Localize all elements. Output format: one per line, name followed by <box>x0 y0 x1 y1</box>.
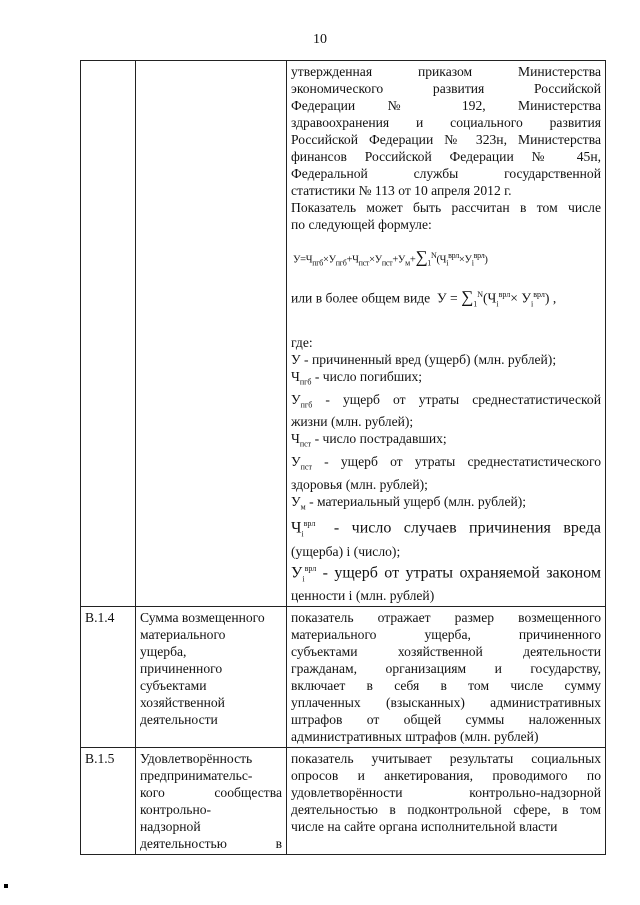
name-line: хозяйственной <box>140 695 225 711</box>
definition-line: $У_м$ - материальный ущерб (млн. рублей); <box>291 493 527 512</box>
description-line: статистики № 113 от 10 апреля 2012 г. <box>291 183 512 198</box>
table-row <box>81 607 606 748</box>
definition-line: $Ч_{пст}$ - число пострадавших; <box>291 431 447 449</box>
description-line: Федерации № 192, Министерства <box>291 98 601 113</box>
name-line: кого сообщества <box>140 785 282 801</box>
definition-line: У - причиненный вред (ущерб) (млн. рублей); <box>291 351 557 367</box>
code-cell <box>81 61 136 607</box>
definition-line: $Ч_i^{врл}$ - число случаев причинения вреда <box>291 519 601 539</box>
description-line: включает в себя в том числе сумму <box>291 678 601 694</box>
name-cell <box>136 61 287 607</box>
definition-line: жизни (млн. рублей); <box>291 414 414 430</box>
definition-line: $У_i^{врл}$ - ущерб от утраты охраняемой законом <box>291 563 601 584</box>
description-line: гражданам, организациям и государству, <box>291 661 601 677</box>
description-cell <box>287 61 606 607</box>
name-line: надзорной <box>140 819 201 835</box>
name-line: Удовлетворённость <box>140 751 253 767</box>
description-line: опросов и анкетирования, проводимого по <box>291 768 601 784</box>
code-cell: В.1.4 <box>81 607 136 748</box>
description-line: экономического развития Российской <box>291 81 601 96</box>
definition-line: $У_{пст}$ - ущерб от утраты среднестатистического <box>291 454 601 472</box>
name-cell <box>136 607 287 748</box>
description-line: удовлетворённости контрольно-надзорной <box>291 785 601 801</box>
name-line: деятельностью в <box>140 836 282 852</box>
description-line: Федеральной службы государственной <box>291 166 601 181</box>
name-line: предпринимательс- <box>140 768 253 784</box>
where-label: где: <box>291 334 313 350</box>
name-line: субъектами <box>140 678 207 694</box>
name-line: Сумма возмещенного <box>140 610 265 626</box>
name-cell <box>136 748 287 855</box>
scan-mark <box>4 884 8 888</box>
page-number: 10 <box>313 32 327 47</box>
description-line: штрафов от общей суммы наложенных <box>291 712 601 728</box>
description-cell <box>287 607 606 748</box>
description-line: здравоохранения и социального развития <box>291 115 601 130</box>
description-line: материального ущерба, причиненного <box>291 627 601 643</box>
definition-line: $У_{пгб}$ - ущерб от утраты среднестатистической <box>291 391 601 410</box>
description-line: субъектами хозяйственной деятельности <box>291 644 601 660</box>
name-line: причиненного <box>140 661 223 677</box>
definition-line: ценности i (млн. рублей) <box>291 588 435 604</box>
table-row <box>81 748 606 855</box>
description-line: утвержденная приказом Министерства <box>291 64 601 79</box>
description-line: уплаченных (взысканных) административных <box>291 695 601 711</box>
name-line: ущерба, <box>140 644 187 660</box>
formula-general: или в более общем виде $У = \sum_1^N(Ч_i^{врл}\times У_i^{врл})$ , <box>291 287 557 308</box>
code-cell: В.1.5 <box>81 748 136 855</box>
name-line: материального <box>140 627 226 643</box>
definition-line: здоровья (млн. рублей); <box>291 476 428 492</box>
formula-detailed: $У=Ч_{пгб}\times У_{пгб}+Ч_{пст}\times У_{пст}+У_м+\sum_1^N(Ч_i^{врл}\times У_i^{врл})$ <box>293 247 488 268</box>
description-line: административных штрафов (млн. рублей) <box>291 729 539 745</box>
description-cell <box>287 748 606 855</box>
name-line: деятельности <box>140 712 218 728</box>
description-line: числе на сайте органа исполнительной власти <box>291 819 558 835</box>
indicators-table <box>80 60 606 855</box>
description-line: Российской Федерации № 323н, Министерства <box>291 132 601 147</box>
description-line: показатель отражает размер возмещенного <box>291 610 601 626</box>
definition-line: $Ч_{пгб}$ - число погибших; <box>291 368 423 387</box>
table-row <box>81 61 606 607</box>
description-line: финансов Российской Федерации № 45н, <box>291 149 601 164</box>
definition-line: (ущерба) i (число); <box>291 543 401 559</box>
formula-intro-line: по следующей формуле: <box>291 217 432 232</box>
name-line: контрольно- <box>140 802 212 818</box>
formula-intro-line: Показатель может быть рассчитан в том числе <box>291 200 601 215</box>
formula-general-prefix: или в более общем виде <box>291 290 431 306</box>
description-line: показатель учитывает результаты социальных <box>291 751 601 767</box>
description-line: деятельностью в подконтрольной сфере, в том <box>291 802 601 818</box>
